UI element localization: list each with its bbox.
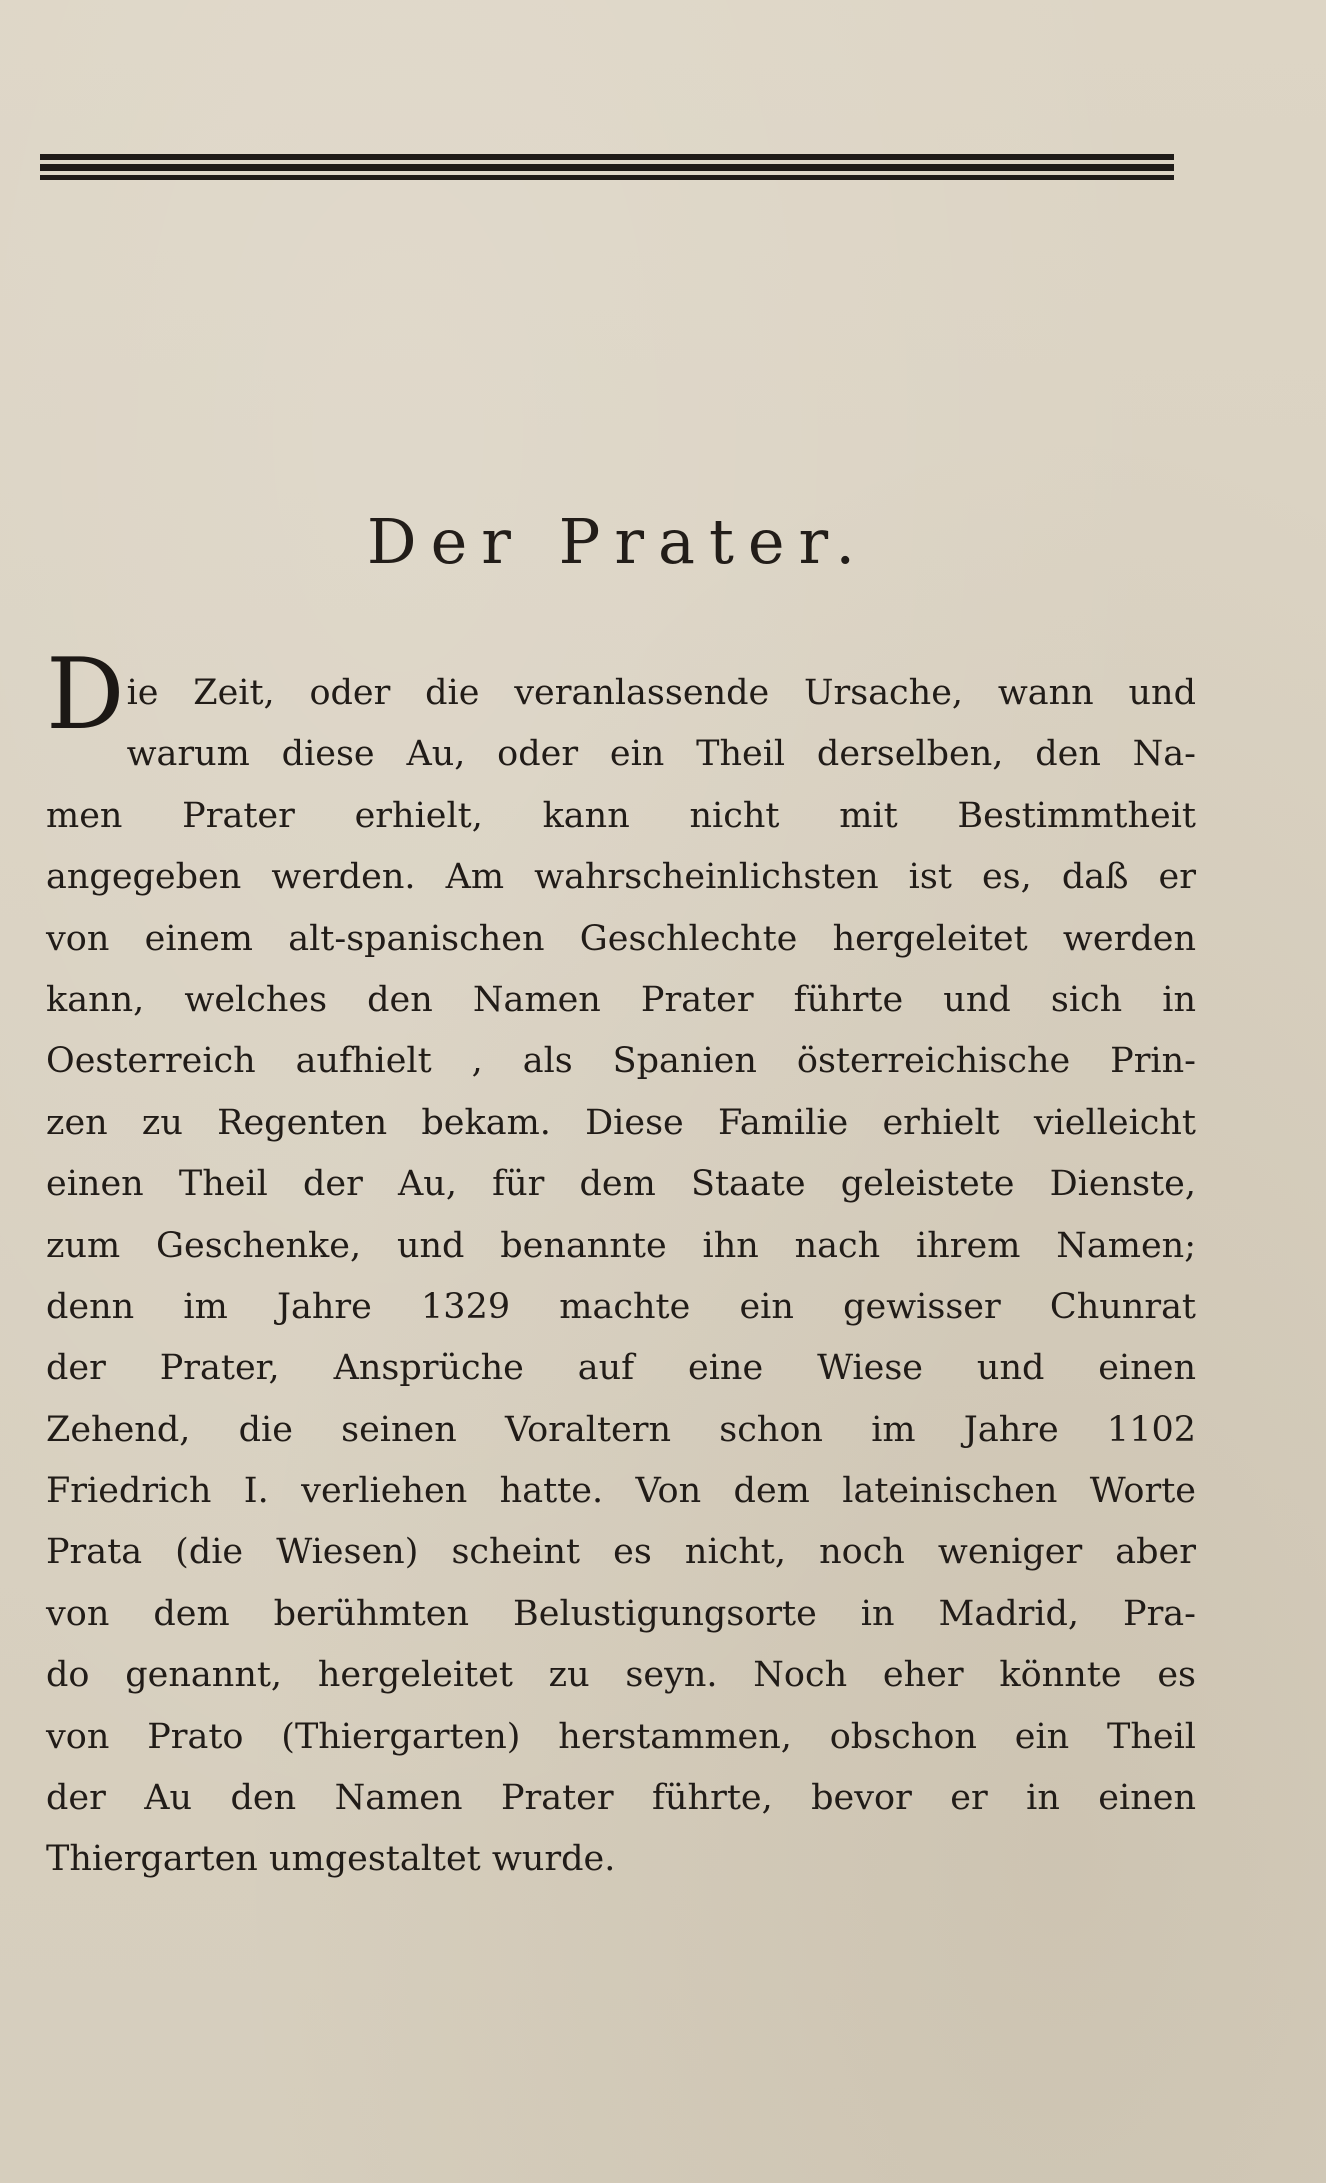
text-line: do genannt, hergeleitet zu seyn. Noch eher könnte es	[46, 1655, 1196, 1696]
text-line: Oesterreich aufhielt , als Spanien österreichische Prin-	[46, 1041, 1196, 1082]
text-line: warum diese Au, oder ein Theil derselben, den Na-	[126, 734, 1196, 775]
text-line: einen Theil der Au, für dem Staate geleistete Dienste,	[46, 1164, 1196, 1205]
text-line: der Au den Namen Prater führte, bevor er in einen	[46, 1778, 1196, 1819]
decorative-rule	[40, 154, 1174, 182]
text-line: Friedrich I. verliehen hatte. Von dem lateinischen Worte	[46, 1471, 1196, 1512]
rule-line-middle	[40, 164, 1174, 171]
text-line: angegeben werden. Am wahrscheinlichsten ist es, daß er	[46, 857, 1196, 898]
text-line: von dem berühmten Belustigungsorte in Madrid, Pra-	[46, 1593, 1196, 1634]
text-line: kann, welches den Namen Prater führte und sich in	[46, 979, 1196, 1020]
text-line: von einem alt-spanischen Geschlechte hergeleitet werden	[46, 918, 1196, 959]
text-line: Zehend, die seinen Voraltern schon im Jahre 1102	[46, 1409, 1196, 1450]
text-line: zum Geschenke, und benannte ihn nach ihrem Namen;	[46, 1225, 1196, 1266]
body-paragraph	[46, 638, 1196, 1891]
drop-cap: D	[46, 638, 125, 752]
text-line: denn im Jahre 1329 machte ein gewisser Chunrat	[46, 1286, 1196, 1327]
text-line: Prata (die Wiesen) scheint es nicht, noch weniger aber	[46, 1532, 1196, 1573]
text-line: men Prater erhielt, kann nicht mit Bestimmtheit	[46, 795, 1196, 836]
text-line: von Prato (Thiergarten) herstammen, obschon ein Theil	[46, 1716, 1196, 1757]
text-line: zen zu Regenten bekam. Diese Familie erhielt vielleicht	[46, 1102, 1196, 1143]
text-line: der Prater, Ansprüche auf eine Wiese und einen	[46, 1348, 1196, 1389]
text-line: Thiergarten umgestaltet wurde.	[46, 1839, 616, 1880]
rule-line-bottom	[40, 175, 1174, 180]
text-line: ie Zeit, oder die veranlassende Ursache, wann und	[126, 673, 1196, 713]
rule-line-top	[40, 154, 1174, 160]
chapter-title: Der Prater.	[366, 505, 870, 578]
